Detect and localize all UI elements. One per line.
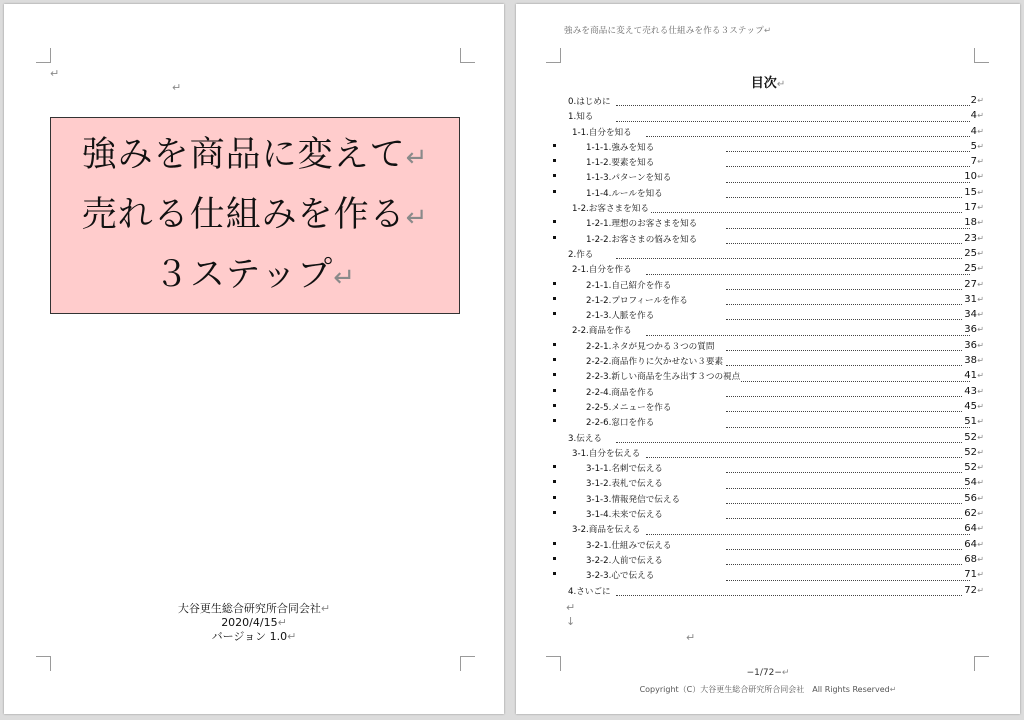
toc-entry-label: 3-1-3.情報発信で伝える — [586, 494, 681, 505]
paragraph-mark: ↵ — [977, 585, 984, 595]
toc-entry-label: 2-2-2.商品作りに欠かせない３要素 — [586, 357, 724, 368]
bullet-icon — [553, 480, 556, 483]
page-number: −1/72−↵ — [746, 668, 790, 678]
toc-entry-label: 2-2-4.商品を作る — [586, 387, 655, 398]
dot-leader — [726, 151, 970, 152]
bullet-icon — [553, 282, 556, 285]
paragraph-mark: ↵ — [977, 187, 984, 197]
paragraph-mark: ↵ — [977, 264, 984, 274]
bullet-icon — [553, 343, 556, 346]
bullet-icon — [553, 373, 556, 376]
toc-entry-page: 71 — [964, 569, 977, 581]
dot-leader — [726, 427, 970, 428]
toc-entry-page: 36 — [964, 339, 977, 351]
toc-entry-label: 2-2.商品を作る — [572, 326, 632, 337]
toc-entry-page: 25 — [964, 247, 977, 259]
title-line-1: 強みを商品に変えて↵ — [81, 135, 429, 175]
toc-entry-page: 5 — [970, 140, 977, 152]
toc-entry-page: 52 — [964, 462, 977, 474]
toc-entry-label: 2-2-6.窓口を作る — [586, 418, 655, 429]
bullet-icon — [553, 572, 556, 575]
toc-entry-page: 15 — [964, 186, 977, 198]
toc-entry[interactable] — [556, 323, 984, 338]
toc-entry-label: 2-1-2.プロフィールを作る — [586, 295, 688, 306]
toc-entry[interactable] — [556, 155, 984, 170]
toc-entry-label: 3-2.商品を伝える — [572, 525, 641, 536]
toc-entry-label: 1-2-1.理想のお客さまを知る — [586, 219, 698, 230]
toc-entry[interactable] — [556, 170, 984, 185]
bullet-icon — [553, 236, 556, 239]
toc-entry[interactable] — [556, 431, 984, 446]
paragraph-mark: ↵ — [172, 81, 182, 94]
dot-leader — [646, 274, 970, 275]
toc-entry-label: 1-2-2.お客さまの悩みを知る — [586, 234, 698, 245]
toc-entry[interactable] — [556, 201, 984, 216]
paragraph-mark: ↵ — [977, 554, 984, 564]
paragraph-mark: ↵ — [977, 218, 984, 228]
bullet-icon — [553, 389, 556, 392]
toc-entry-page: 18 — [964, 217, 977, 229]
dot-leader — [646, 212, 970, 213]
table-of-contents — [556, 94, 984, 599]
toc-entry-page: 10 — [964, 171, 977, 183]
toc-entry[interactable] — [556, 278, 984, 293]
toc-entry-label: 3-1-2.表札で伝える — [586, 479, 663, 490]
toc-entry-label: 4.さいごに — [568, 586, 611, 597]
toc-entry-page: 56 — [964, 492, 977, 504]
toc-entry-page: 34 — [964, 309, 977, 321]
cover-version: バージョン 1.0↵ — [211, 630, 297, 643]
paragraph-mark: ↵ — [977, 524, 984, 534]
paragraph-mark: ↵ — [977, 570, 984, 580]
paragraph-mark: ↵ — [977, 356, 984, 366]
toc-entry[interactable] — [556, 507, 984, 522]
toc-entry[interactable] — [556, 140, 984, 155]
toc-entry[interactable] — [556, 522, 984, 537]
toc-entry-page: 7 — [970, 156, 977, 168]
toc-entry-page: 62 — [964, 508, 977, 520]
toc-entry-page: 72 — [964, 584, 977, 596]
toc-entry-label: 1-2.お客さまを知る — [572, 204, 649, 215]
bullet-icon — [553, 496, 556, 499]
toc-entry-label: 3-1-1.名刺で伝える — [586, 464, 663, 475]
toc-entry[interactable] — [556, 415, 984, 430]
dot-leader — [726, 319, 970, 320]
paragraph-mark: ↵ — [977, 203, 984, 213]
title-line-2: 売れる仕組みを作る↵ — [81, 195, 429, 235]
paragraph-mark: ↵ — [977, 401, 984, 411]
toc-entry[interactable] — [556, 308, 984, 323]
toc-entry-page: 31 — [964, 293, 977, 305]
crop-mark — [460, 656, 475, 671]
toc-entry-page: 64 — [964, 523, 977, 535]
bullet-icon — [553, 312, 556, 315]
toc-entry-label: 0.はじめに — [568, 97, 611, 107]
toc-entry-page: 17 — [964, 202, 977, 214]
paragraph-mark: ↵ — [50, 67, 60, 80]
crop-mark — [974, 48, 989, 63]
paragraph-mark: ↵ — [977, 463, 984, 473]
toc-entry[interactable] — [556, 476, 984, 491]
toc-entry-label: 1-1-2.要素を知る — [586, 158, 655, 169]
paragraph-mark: ↵ — [977, 157, 984, 167]
paragraph-mark: ↵ — [977, 386, 984, 396]
toc-entry-label: 1-1-1.強みを知る — [586, 142, 655, 153]
bullet-icon — [553, 557, 556, 560]
dot-leader — [646, 457, 970, 458]
dot-leader — [726, 488, 970, 489]
paragraph-mark: ↵ — [977, 126, 984, 136]
toc-entry-page: 52 — [964, 446, 977, 458]
dot-leader — [616, 595, 970, 596]
toc-entry[interactable] — [556, 354, 984, 369]
toc-entry[interactable] — [556, 584, 984, 599]
dot-leader — [726, 381, 970, 382]
paragraph-mark: ↵ — [977, 371, 984, 381]
bullet-icon — [553, 542, 556, 545]
toc-entry[interactable] — [556, 568, 984, 583]
toc-entry-label: 3-1-4.未来で伝える — [586, 510, 663, 521]
toc-entry[interactable] — [556, 538, 984, 553]
cover-page — [4, 4, 504, 714]
toc-entry[interactable] — [556, 125, 984, 140]
crop-mark — [36, 48, 51, 63]
dot-leader — [726, 197, 970, 198]
toc-entry[interactable] — [556, 339, 984, 354]
dot-leader — [726, 182, 970, 183]
paragraph-mark: ↵ — [977, 447, 984, 457]
bullet-icon — [553, 358, 556, 361]
toc-entry-label: 3-1.自分を伝える — [572, 448, 641, 459]
toc-entry-label: 3-2-2.人前で伝える — [586, 555, 663, 566]
toc-entry-page: 41 — [964, 370, 977, 382]
paragraph-mark: ↵ — [977, 96, 984, 105]
arrow-mark: ↓ — [566, 615, 576, 628]
title-box[interactable] — [50, 117, 460, 314]
paragraph-mark: ↵ — [977, 172, 984, 182]
dot-leader — [726, 166, 970, 167]
dot-leader — [646, 534, 970, 535]
dot-leader — [646, 136, 970, 137]
toc-entry-page: 64 — [964, 538, 977, 550]
toc-entry[interactable] — [556, 262, 984, 277]
dot-leader — [726, 503, 970, 504]
toc-entry[interactable] — [556, 385, 984, 400]
toc-entry[interactable] — [556, 553, 984, 568]
bullet-icon — [553, 144, 556, 147]
toc-entry-label: 1-1-3.パターンを知る — [586, 173, 672, 184]
toc-page — [516, 4, 1020, 714]
dot-leader — [726, 243, 970, 244]
toc-entry[interactable] — [556, 232, 984, 247]
dot-leader — [616, 121, 970, 122]
bullet-icon — [553, 190, 556, 193]
toc-entry-label: 2-1-1.自己紹介を作る — [586, 280, 672, 291]
paragraph-mark: ↵ — [977, 340, 984, 350]
toc-entry-label: 2-1.自分を作る — [572, 265, 632, 276]
toc-entry-label: 2.作る — [568, 249, 594, 260]
copyright-footer: Copyright（C）大谷更生総合研究所合同会社 All Rights Reserved↵ — [639, 685, 897, 694]
toc-entry-page: 25 — [964, 263, 977, 275]
company-name: 大谷更生総合研究所合同会社↵ — [177, 602, 331, 615]
dot-leader — [726, 289, 970, 290]
paragraph-mark: ↵ — [977, 509, 984, 519]
dot-leader — [616, 442, 970, 443]
paragraph-mark: ↵ — [977, 141, 984, 151]
bullet-icon — [553, 419, 556, 422]
bullet-icon — [553, 511, 556, 514]
bullet-icon — [553, 174, 556, 177]
toc-entry-page: 36 — [964, 324, 977, 336]
paragraph-mark: ↵ — [977, 310, 984, 320]
toc-entry-label: 1-1.自分を知る — [572, 127, 632, 138]
toc-entry-page: 4 — [970, 125, 977, 137]
toc-entry[interactable] — [556, 461, 984, 476]
dot-leader — [726, 472, 970, 473]
dot-leader — [726, 564, 970, 565]
dot-leader — [616, 105, 970, 106]
paragraph-mark: ↵ — [405, 203, 429, 233]
toc-entry-label: 1.知る — [568, 112, 594, 123]
toc-entry-page: 43 — [964, 385, 977, 397]
dot-leader — [726, 549, 970, 550]
toc-entry-label: 2-1-3.人脈を作る — [586, 311, 655, 322]
dot-leader — [726, 396, 970, 397]
crop-mark — [460, 48, 475, 63]
cover-footer — [4, 602, 504, 644]
paragraph-mark: ↵ — [977, 432, 984, 442]
toc-entry[interactable] — [556, 94, 984, 109]
toc-entry-page: 51 — [964, 416, 977, 428]
paragraph-mark: ↵ — [977, 493, 984, 503]
bullet-icon — [553, 465, 556, 468]
crop-mark — [36, 656, 51, 671]
dot-leader — [726, 350, 970, 351]
toc-entry-label: 3-2-3.心で伝える — [586, 571, 655, 582]
paragraph-mark: ↵ — [977, 111, 984, 121]
paragraph-mark: ↵ — [977, 539, 984, 549]
dot-leader — [726, 518, 970, 519]
toc-entry[interactable] — [556, 400, 984, 415]
toc-entry[interactable] — [556, 109, 984, 124]
paragraph-mark: ↵ — [977, 279, 984, 289]
paragraph-mark: ↵ — [977, 248, 984, 258]
toc-entry[interactable] — [556, 446, 984, 461]
crop-mark — [546, 48, 561, 63]
dot-leader — [726, 228, 970, 229]
bullet-icon — [553, 404, 556, 407]
bullet-icon — [553, 159, 556, 162]
dot-leader — [646, 335, 970, 336]
paragraph-mark: ↵ — [977, 325, 984, 335]
toc-entry[interactable] — [556, 293, 984, 308]
toc-entry-page: 4 — [970, 110, 977, 122]
cover-date: 2020/4/15↵ — [221, 616, 287, 629]
toc-entry-page: 45 — [964, 400, 977, 412]
toc-entry-page: 2 — [970, 95, 977, 106]
toc-entry[interactable] — [556, 216, 984, 231]
dot-leader — [726, 411, 970, 412]
paragraph-mark: ↵ — [333, 263, 357, 293]
toc-entry-label: 3-2-1.仕組みで伝える — [586, 540, 672, 551]
paragraph-mark: ↵ — [977, 294, 984, 304]
paragraph-mark: ↵ — [566, 601, 576, 614]
title-line-3: ３ステップ↵ — [153, 255, 357, 295]
toc-entry-page: 54 — [964, 477, 977, 489]
paragraph-mark: ↵ — [686, 631, 696, 644]
toc-entry-page: 52 — [964, 431, 977, 443]
toc-entry-label: 1-1-4.ルールを知る — [586, 188, 663, 199]
dot-leader — [616, 258, 970, 259]
dot-leader — [726, 580, 970, 581]
toc-entry-page: 27 — [964, 278, 977, 290]
dot-leader — [726, 304, 970, 305]
paragraph-mark: ↵ — [977, 478, 984, 488]
toc-entry-label: 2-2-1.ネタが見つかる３つの質問 — [586, 341, 715, 352]
paragraph-mark: ↵ — [405, 143, 429, 173]
paragraph-mark: ↵ — [977, 233, 984, 243]
toc-entry[interactable] — [556, 369, 984, 384]
toc-entry-label: 2-2-5.メニューを作る — [586, 402, 672, 413]
toc-entry-label: 2-2-3.新しい商品を生み出す３つの視点 — [586, 372, 741, 383]
toc-entry-page: 23 — [964, 232, 977, 244]
toc-entry-page: 68 — [964, 553, 977, 565]
toc-title: 目次↵ — [750, 76, 786, 91]
toc-entry[interactable] — [556, 492, 984, 507]
dot-leader — [726, 365, 970, 366]
toc-entry[interactable] — [556, 186, 984, 201]
bullet-icon — [553, 220, 556, 223]
running-header: 強みを商品に変えて売れる仕組みを作る３ステップ↵ — [564, 26, 772, 36]
bullet-icon — [553, 297, 556, 300]
toc-entry[interactable] — [556, 247, 984, 262]
paragraph-mark: ↵ — [977, 417, 984, 427]
toc-entry-label: 3.伝える — [568, 433, 602, 444]
toc-entry-page: 38 — [964, 355, 977, 367]
